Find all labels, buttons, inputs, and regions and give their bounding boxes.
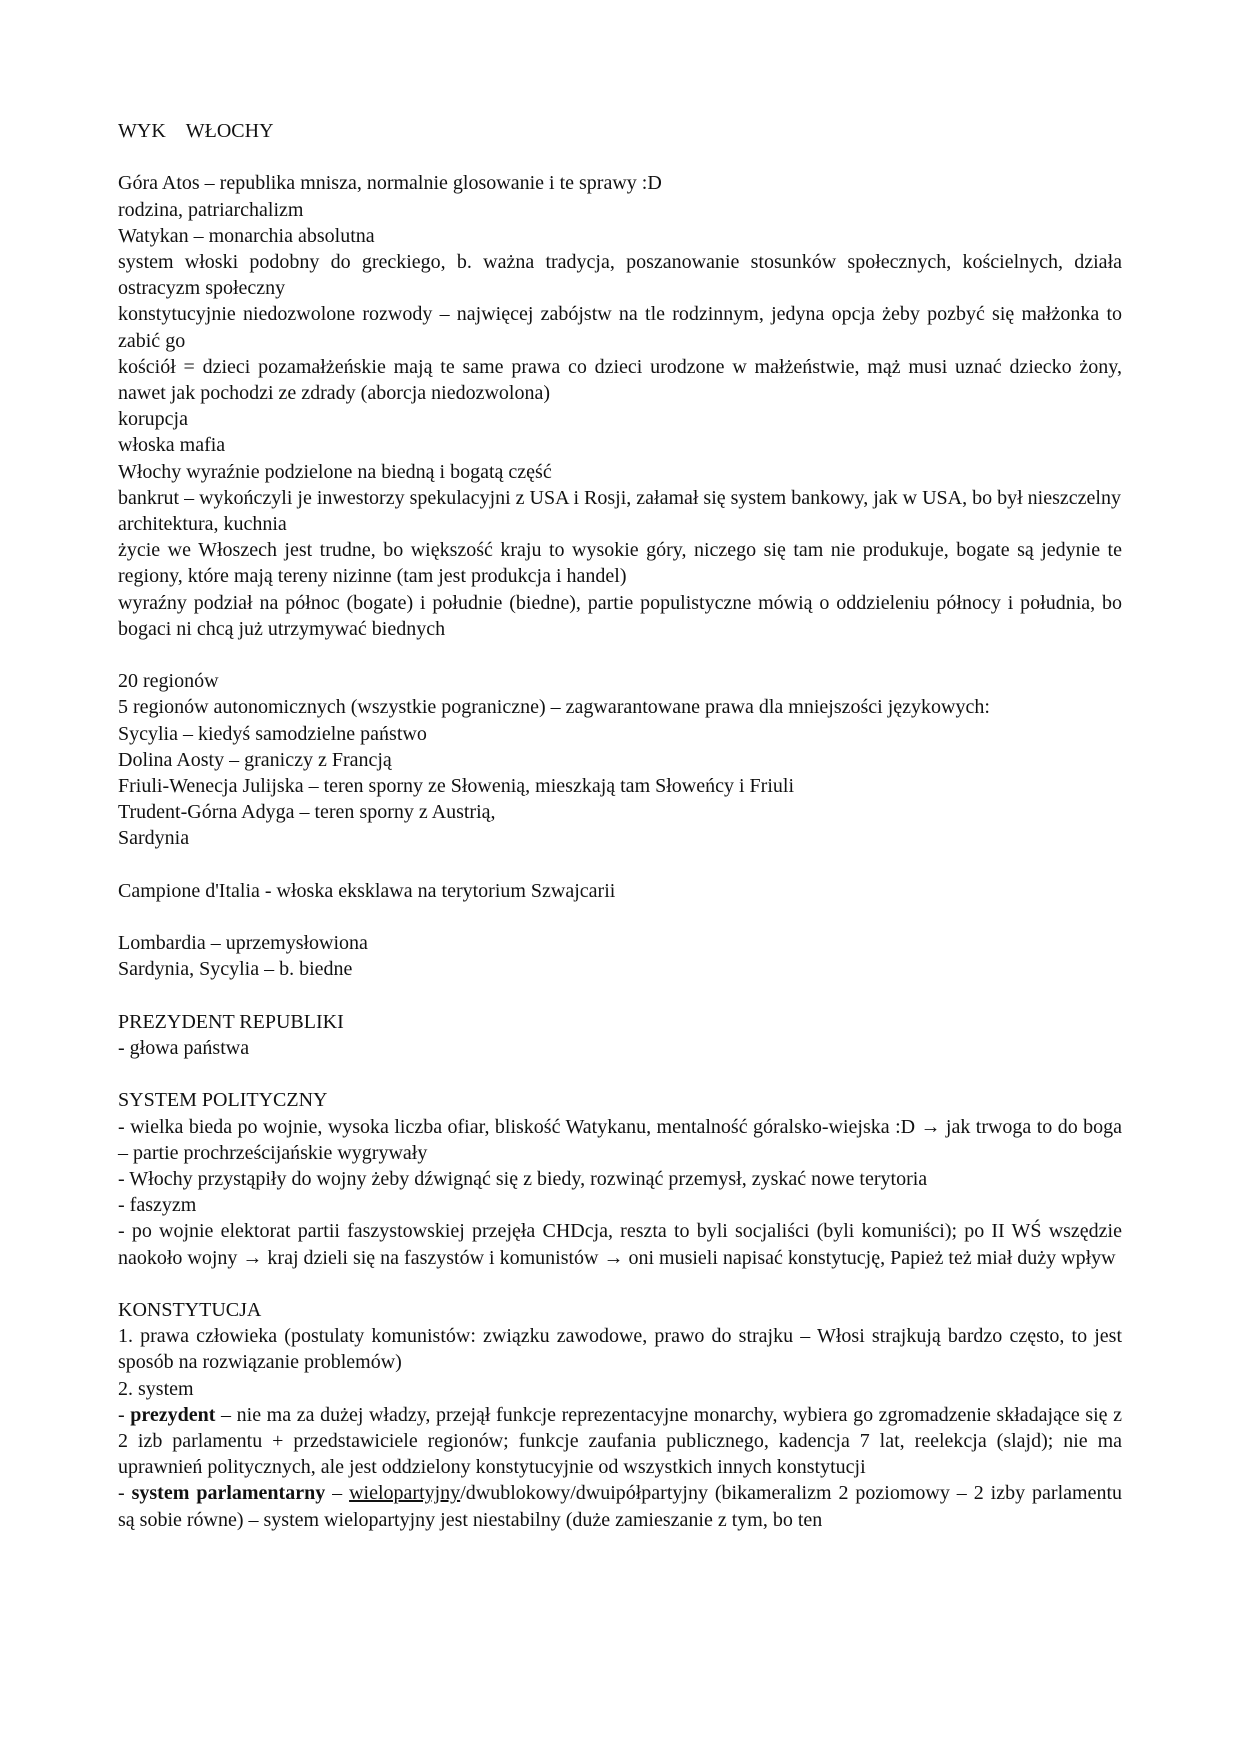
intro-line-11: życie we Włoszech jest trudne, bo większość kraju to wysokie góry, niczego się tam nie produkuje, bogate są jedynie te regiony, które mają tereny nizinne (tam jest produkcja i handel): [118, 539, 1122, 588]
document-page: [118, 118, 1122, 1533]
intro-line-0: Góra Atos – republika mnisza, normalnie glosowanie i te sprawy :D: [118, 172, 662, 195]
regions-line-5: Trudent-Górna Adyga – teren sporny z Austrią,: [118, 801, 496, 824]
constitution-section: [118, 1297, 1122, 1533]
spacer: [118, 642, 1122, 668]
economy-line-0: Lombardia – uprzemysłowiona: [118, 932, 368, 955]
term-system-parlamentarny: system parlamentarny: [131, 1482, 326, 1505]
spacer: [118, 144, 1122, 170]
campione-line: Campione d'Italia - włoska eksklawa na terytorium Szwajcarii: [118, 879, 616, 902]
regions-line-1: 5 regionów autonomicznych (wszystkie pograniczne) – zagwarantowane prawa dla mniejszości językowych:: [118, 696, 990, 719]
underlined-word: wielopartyjny: [349, 1482, 461, 1505]
term-prezydent: prezydent: [130, 1403, 216, 1426]
intro-line-9: bankrut – wykończyli je inwestorzy spekulacyjni z USA i Rosji, załamał się system bankowy, jak w USA, bo był nieszczelny: [118, 486, 1121, 509]
political-item-2: - faszyzm: [118, 1194, 197, 1217]
constitution-president: - prezydent – nie ma za dużej władzy, przejął funkcje reprezentacyjne monarchy, wybiera go zgromadzenie składające się z 2 izb parlamentu + przedstawiciele regionów; funkcje zaufania publicznego, kadencja 7 lat, reelekcja (slajd); nie ma uprawnień politycznych, ale jest oddzielony konstytucyjnie od wszystkich innych konstytucji: [118, 1403, 1122, 1479]
political-item-1: - Włochy przystąpiły do wojny żeby dźwignąć się z biedy, rozwinąć przemysł, zyskać nowe terytoria: [118, 1168, 928, 1191]
constitution-point-1: 1. prawa człowieka (postulaty komunistów: związku zawodowe, prawo do strajku – Włosi strajkują bardzo często, to jest sposób na rozwiązanie problemów): [118, 1325, 1122, 1374]
regions-line-0: 20 regionów: [118, 670, 219, 693]
president-item-0: - głowa państwa: [118, 1037, 250, 1060]
intro-line-12: wyraźny podział na północ (bogate) i południe (biedne), partie populistyczne mówią o oddzieleniu północy i południa, bo bogaci ni chcą już utrzymywać biednych: [118, 591, 1122, 640]
regions-line-4: Friuli-Wenecja Julijska – teren sporny ze Słowenią, mieszkają tam Słoweńcy i Friuli: [118, 775, 795, 798]
section-heading: PREZYDENT REPUBLIKI: [118, 1010, 344, 1033]
section-heading: SYSTEM POLITYCZNY: [118, 1089, 328, 1112]
intro-line-6: korupcja: [118, 408, 188, 431]
political-item-3: - po wojnie elektorat partii faszystowskiej przejęła CHDcja, reszta to byli socjaliści (byli komuniści); po II WŚ wszędzie naokoło wojny → kraj dzieli się na faszystów i komunistów → oni musieli napisać konstytucję, Papież też miał duży wpływ: [118, 1220, 1122, 1269]
political-system-section: [118, 1087, 1122, 1270]
spacer: [118, 983, 1122, 1009]
intro-line-8: Włochy wyraźnie podzielone na biedną i bogatą część: [118, 460, 552, 483]
title-right: WŁOCHY: [185, 120, 274, 142]
president-section: [118, 1009, 1122, 1061]
political-item-0: - wielka bieda po wojnie, wysoka liczba ofiar, bliskość Watykanu, mentalność góralsko-wiejska :D → jak trwoga to do boga – partie prochrześcijańskie wygrywały: [118, 1115, 1122, 1164]
spacer: [118, 1061, 1122, 1087]
regions-line-6: Sardynia: [118, 827, 190, 850]
intro-line-1: rodzina, patriarchalizm: [118, 198, 304, 221]
constitution-point-2: 2. system: [118, 1377, 194, 1400]
section-heading: KONSTYTUCJA: [118, 1299, 262, 1322]
spacer: [118, 1271, 1122, 1297]
intro-line-3: system włoski podobny do greckiego, b. ważna tradycja, poszanowanie stosunków społecznych, kościelnych, działa ostracyzm społeczny: [118, 251, 1122, 300]
intro-line-10: architektura, kuchnia: [118, 513, 287, 536]
spacer: [118, 852, 1122, 878]
constitution-parliament: - system parlamentarny – wielopartyjny/dwublokowy/dwuipółpartyjny (bikameralizm 2 poziomowy – 2 izby parlamentu są sobie równe) – system wielopartyjny jest niestabilny (duże zamieszanie z tym, bo ten: [118, 1482, 1123, 1531]
economy-section: [118, 930, 1122, 982]
intro-line-2: Watykan – monarchia absolutna: [118, 224, 375, 247]
intro-line-4: konstytucyjnie niedozwolone rozwody – najwięcej zabójstw na tle rodzinnym, jedyna opcja żeby pozbyć się małżonka to zabić go: [118, 303, 1122, 352]
title-left: WYK: [118, 120, 166, 142]
regions-section: [118, 668, 1122, 851]
intro-section: [118, 170, 1122, 642]
intro-line-5: kościół = dzieci pozamałżeńskie mają te same prawa co dzieci urodzone w małżeństwie, mąż musi uznać dziecko żony, nawet jak pochodzi ze zdrady (aborcja niedozwolona): [118, 355, 1122, 405]
regions-line-2: Sycylia – kiedyś samodzielne państwo: [118, 722, 427, 745]
regions-line-3: Dolina Aosty – graniczy z Francją: [118, 748, 392, 771]
spacer: [118, 904, 1122, 930]
economy-line-1: Sardynia, Sycylia – b. biedne: [118, 958, 353, 981]
document-title: [118, 118, 1122, 144]
intro-line-7: włoska mafia: [118, 434, 226, 457]
